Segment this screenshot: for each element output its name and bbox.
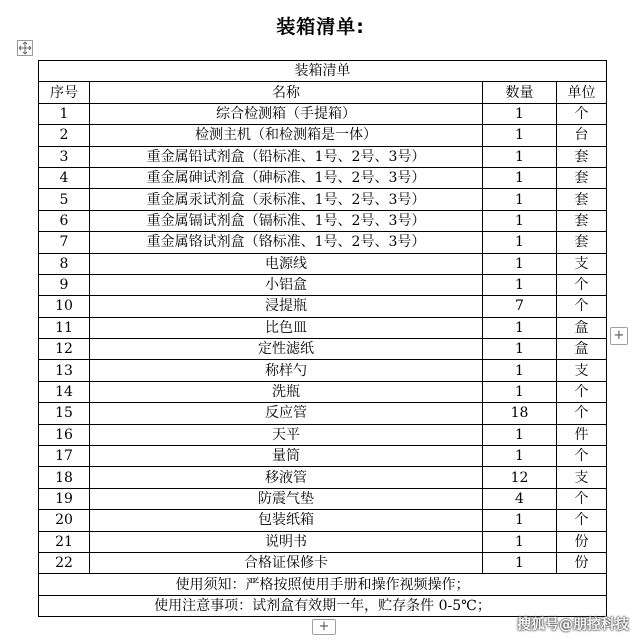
cell-quantity: 1 xyxy=(483,167,557,188)
cell-index: 17 xyxy=(39,446,90,467)
table-row xyxy=(39,146,607,167)
table-row xyxy=(39,403,607,424)
table-row xyxy=(39,103,607,124)
cell-index: 9 xyxy=(39,274,90,295)
table-row xyxy=(39,296,607,317)
cell-unit: 个 xyxy=(557,103,607,124)
table-row xyxy=(39,446,607,467)
cell-unit: 套 xyxy=(557,189,607,210)
table-row xyxy=(39,189,607,210)
cell-quantity: 18 xyxy=(483,403,557,424)
cell-index: 1 xyxy=(39,103,90,124)
cell-quantity: 1 xyxy=(483,189,557,210)
table-row xyxy=(39,510,607,531)
cell-index: 12 xyxy=(39,339,90,360)
cell-name: 洗瓶 xyxy=(90,381,483,402)
cell-unit: 份 xyxy=(557,552,607,573)
cell-quantity: 1 xyxy=(483,317,557,338)
cell-quantity: 7 xyxy=(483,296,557,317)
table-caption-row xyxy=(39,61,607,82)
cell-name: 重金属铬试剂盒（铬标准、1号、2号、3号） xyxy=(90,232,483,253)
header-quantity: 数量 xyxy=(483,82,557,103)
add-column-button[interactable]: + xyxy=(610,327,628,345)
cell-unit: 盒 xyxy=(557,339,607,360)
cell-unit: 套 xyxy=(557,210,607,231)
cell-index: 3 xyxy=(39,146,90,167)
move-arrows-icon xyxy=(18,41,32,55)
cell-unit: 套 xyxy=(557,232,607,253)
cell-name: 重金属砷试剂盒（砷标准、1号、2号、3号） xyxy=(90,167,483,188)
cell-name: 防震气垫 xyxy=(90,488,483,509)
cell-name: 重金属汞试剂盒（汞标准、1号、2号、3号） xyxy=(90,189,483,210)
cell-index: 2 xyxy=(39,125,90,146)
cell-index: 4 xyxy=(39,167,90,188)
cell-name: 重金属铅试剂盒（铅标准、1号、2号、3号） xyxy=(90,146,483,167)
cell-unit: 个 xyxy=(557,510,607,531)
cell-name: 移液管 xyxy=(90,467,483,488)
cell-name: 综合检测箱（手提箱） xyxy=(90,103,483,124)
table-row xyxy=(39,381,607,402)
cell-index: 18 xyxy=(39,467,90,488)
cell-name: 反应管 xyxy=(90,403,483,424)
table-note: 使用须知：严格按照使用手册和操作视频操作； xyxy=(39,574,607,595)
cell-unit: 台 xyxy=(557,125,607,146)
table-row xyxy=(39,167,607,188)
cell-unit: 套 xyxy=(557,146,607,167)
cell-index: 8 xyxy=(39,253,90,274)
cell-unit: 份 xyxy=(557,531,607,552)
cell-name: 量筒 xyxy=(90,446,483,467)
cell-quantity: 1 xyxy=(483,531,557,552)
cell-unit: 盒 xyxy=(557,317,607,338)
cell-name: 定性滤纸 xyxy=(90,339,483,360)
table-row xyxy=(39,531,607,552)
cell-index: 16 xyxy=(39,424,90,445)
cell-name: 称样勺 xyxy=(90,360,483,381)
cell-quantity: 1 xyxy=(483,360,557,381)
table-row xyxy=(39,210,607,231)
cell-name: 比色皿 xyxy=(90,317,483,338)
cell-name: 小铝盒 xyxy=(90,274,483,295)
watermark: 搜狐号@朋控科技 xyxy=(517,617,629,633)
cell-unit: 件 xyxy=(557,424,607,445)
cell-index: 19 xyxy=(39,488,90,509)
cell-name: 合格证保修卡 xyxy=(90,552,483,573)
cell-quantity: 1 xyxy=(483,424,557,445)
cell-index: 15 xyxy=(39,403,90,424)
header-name: 名称 xyxy=(90,82,483,103)
cell-unit: 支 xyxy=(557,360,607,381)
cell-name: 说明书 xyxy=(90,531,483,552)
cell-quantity: 1 xyxy=(483,103,557,124)
cell-unit: 支 xyxy=(557,253,607,274)
cell-quantity: 1 xyxy=(483,125,557,146)
cell-quantity: 1 xyxy=(483,210,557,231)
cell-unit: 个 xyxy=(557,296,607,317)
table-header-row xyxy=(39,82,607,103)
cell-name: 重金属镉试剂盒（镉标准、1号、2号、3号） xyxy=(90,210,483,231)
cell-unit: 支 xyxy=(557,467,607,488)
cell-index: 20 xyxy=(39,510,90,531)
cell-quantity: 1 xyxy=(483,446,557,467)
cell-index: 7 xyxy=(39,232,90,253)
header-unit: 单位 xyxy=(557,82,607,103)
cell-index: 13 xyxy=(39,360,90,381)
header-index: 序号 xyxy=(39,82,90,103)
table-row xyxy=(39,125,607,146)
table-row xyxy=(39,360,607,381)
table-row xyxy=(39,253,607,274)
add-row-button[interactable]: + xyxy=(312,619,336,635)
table-row xyxy=(39,317,607,338)
table-row xyxy=(39,552,607,573)
cell-quantity: 1 xyxy=(483,232,557,253)
cell-unit: 个 xyxy=(557,274,607,295)
cell-index: 21 xyxy=(39,531,90,552)
document-title: 装箱清单: xyxy=(276,16,365,38)
cell-unit: 个 xyxy=(557,488,607,509)
cell-name: 包装纸箱 xyxy=(90,510,483,531)
table-row xyxy=(39,232,607,253)
cell-index: 22 xyxy=(39,552,90,573)
table-row xyxy=(39,424,607,445)
cell-quantity: 12 xyxy=(483,467,557,488)
cell-unit: 个 xyxy=(557,403,607,424)
cell-quantity: 1 xyxy=(483,510,557,531)
table-note: 使用注意事项：试剂盒有效期一年，贮存条件 0-5℃； xyxy=(39,595,607,616)
cell-quantity: 1 xyxy=(483,146,557,167)
cell-index: 6 xyxy=(39,210,90,231)
cell-quantity: 1 xyxy=(483,381,557,402)
cell-quantity: 1 xyxy=(483,339,557,360)
cell-name: 检测主机（和检测箱是一体） xyxy=(90,125,483,146)
cell-unit: 个 xyxy=(557,446,607,467)
cell-index: 10 xyxy=(39,296,90,317)
table-row xyxy=(39,467,607,488)
table-move-handle[interactable] xyxy=(17,40,33,56)
packing-list-table xyxy=(38,60,607,617)
cell-quantity: 1 xyxy=(483,253,557,274)
cell-index: 11 xyxy=(39,317,90,338)
cell-unit: 套 xyxy=(557,167,607,188)
cell-unit: 个 xyxy=(557,381,607,402)
cell-index: 14 xyxy=(39,381,90,402)
table-row xyxy=(39,488,607,509)
cell-index: 5 xyxy=(39,189,90,210)
table-row xyxy=(39,339,607,360)
cell-name: 天平 xyxy=(90,424,483,445)
cell-quantity: 1 xyxy=(483,274,557,295)
table-caption: 装箱清单 xyxy=(39,61,607,82)
cell-quantity: 1 xyxy=(483,552,557,573)
table-row xyxy=(39,274,607,295)
cell-name: 浸提瓶 xyxy=(90,296,483,317)
table-note-row xyxy=(39,574,607,595)
cell-name: 电源线 xyxy=(90,253,483,274)
cell-quantity: 4 xyxy=(483,488,557,509)
